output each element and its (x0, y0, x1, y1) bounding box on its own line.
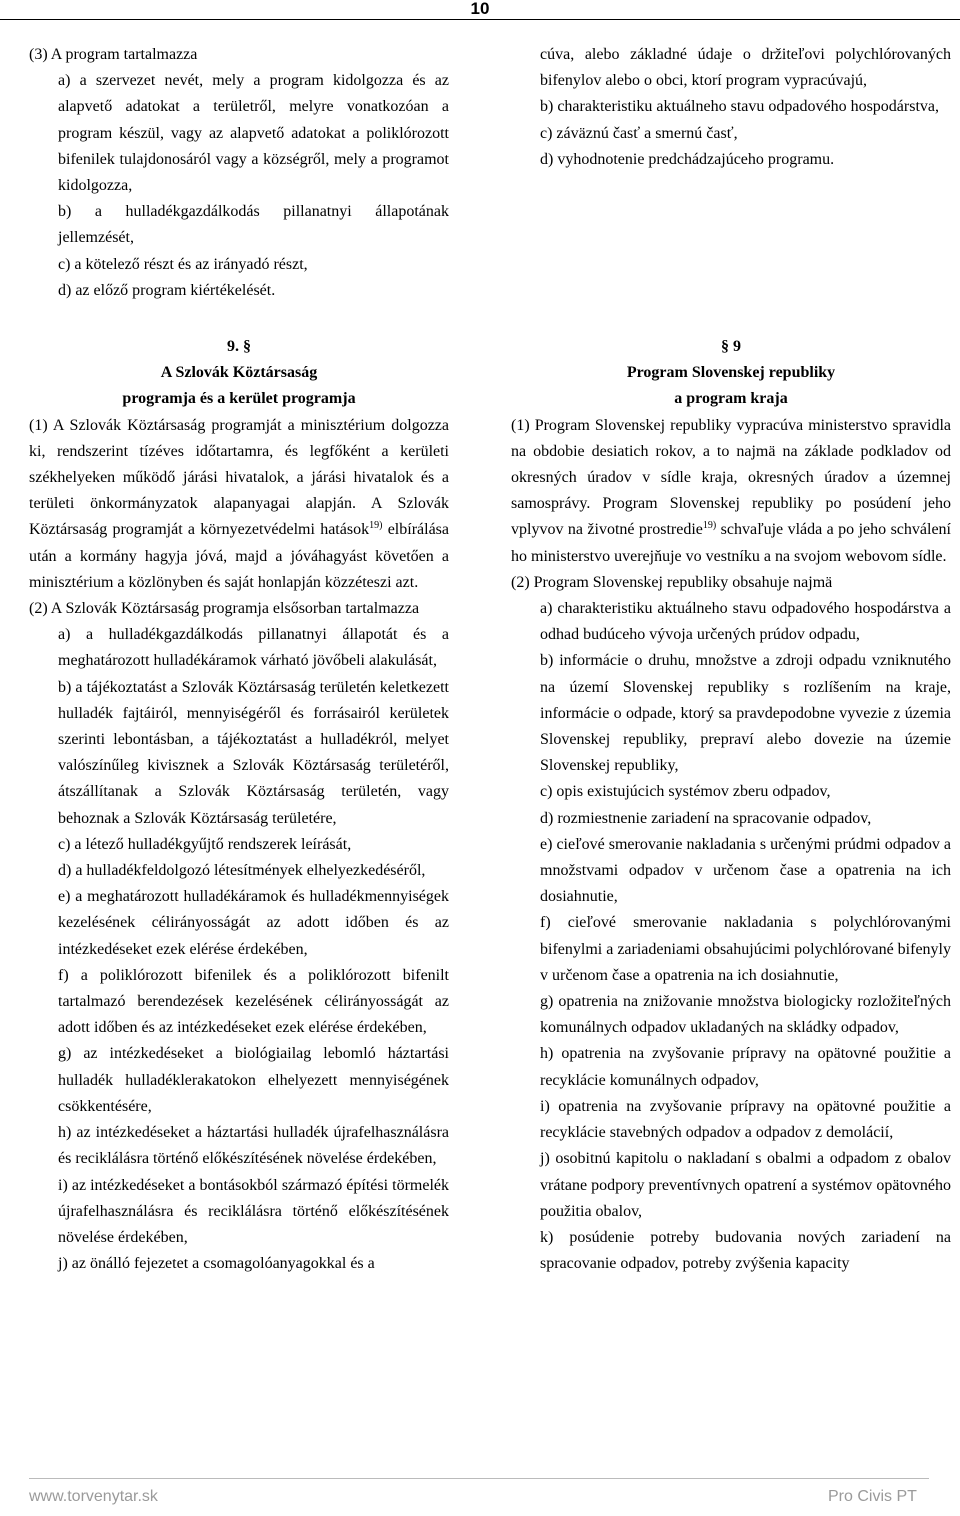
list-item: f) cieľové smerovanie nakladania s polychlórovanými bifenylmi a zariadeniami obsahujúcimi polychlórované bifenyly v určenom čase a opatrenia na ich dosiahnutie, (540, 914, 951, 984)
list-item: k) posúdenie potreby budovania nových zariadení na spracovanie odpadov, potreby zvýšenia kapacity (540, 1228, 951, 1273)
section-heading (511, 334, 951, 360)
paragraph-text: schvaľuje vláda a po jeho schválení ho ministerstvo uverejňuje vo vestníku a na svojom webovom sídle. (511, 521, 951, 565)
right-section (511, 334, 951, 1277)
footnote-ref: 19) (369, 520, 383, 532)
paragraph: (2) A Szlovák Köztársaság programja elsősorban tartalmazza (29, 600, 420, 618)
paragraph-text: (1) A Szlovák Köztársaság programját a minisztérium dolgozza ki, rendszerint tízéves időtartamra, és legfőként a kerületi székhelyeken működő járási hivatalok, a járási hivatalok és a területi önkormányzatok alapanyagai alapján. A Szlovák Köztársaság programját a környezetvédelmi hatások (29, 416, 449, 539)
footer-website[interactable]: www.torvenytar.sk (29, 1488, 158, 1505)
section-title: Program Slovenskej republiky (626, 364, 836, 382)
left-top-block (29, 42, 449, 304)
section-subtitle: programja és a kerület programja (122, 390, 356, 408)
list-item: cúva, alebo základné údaje o držiteľovi polychlórovaných bifenylov alebo o obci, ktorí program vypracúvajú, (540, 46, 951, 90)
section-symbol: § (721, 338, 729, 355)
list-item: j) osobitnú kapitolu o nakladaní s obalmi a odpadom z obalov vrátane podpory preventívnych opatrení a systémov opätovného použitia obalov, (540, 1150, 951, 1220)
list-item: d) rozmiestnenie zariadení na spracovanie odpadov, (540, 809, 872, 827)
section-symbol: § (243, 338, 251, 355)
footer-divider (29, 1478, 929, 1479)
list-item: c) opis existujúcich systémov zberu odpadov, (540, 783, 831, 801)
left-section (29, 334, 449, 1277)
list-item: a) charakteristiku aktuálneho stavu odpadového hospodárstva a odhad budúceho vývoja určených prúdov odpadu, (540, 600, 951, 644)
list-item: d) a hulladékfeldolgozó létesítmények elhelyezkedéséről, (58, 862, 426, 880)
paragraph-text: elbírálása után a kormány hagyja jóvá, majd a jóváhagyást követően a minisztérium a közlönyben és saját honlapján közzéteszi azt. (29, 521, 449, 591)
paragraph (29, 413, 449, 596)
list-item: h) az intézkedéseket a háztartási hulladék újrafelhasználásra és reciklálásra történő előkészítésének növelése érdekében, (58, 1124, 449, 1168)
paragraph-text: (1) Program Slovenskej republiky vypracúva ministerstvo spravidla na obdobie desiatich rokov, a to najmä na základe podkladov od okresných úradov v sídle kraja, okresných úradov a územnej samosprávy. Program Slovenskej republiky po posúdení jeho vplyvov na životné prostredie (511, 416, 951, 539)
list-item: i) opatrenia na zvyšovanie prípravy na opätovné použitie a recyklácie stavebných odpadov a odpadov z demolácií, (540, 1097, 951, 1142)
section-heading (29, 334, 449, 360)
header-divider (0, 19, 960, 20)
section-subtitle: a program kraja (674, 390, 788, 408)
list-item: b) charakteristiku aktuálneho stavu odpadového hospodárstva, (540, 98, 939, 116)
list-item: f) a poliklórozott bifenilek és a poliklórozott bifenilt tartalmazó berendezések kezelésének célirányosságát az adott időben és az intézkedéseket ezek elérése érdekében, (58, 966, 449, 1037)
list-item: a) a szervezet nevét, mely a program kidolgozza és az alapvető adatokat a területről, melyre vonatkozóan a program készül, vagy az alapvető adatokat a poliklórozott bifenilek tulajdonosáról vagy a községről, mely a programot kidolgozza, (58, 72, 449, 195)
list-item: g) az intézkedéseket a biológiailag lebomló háztartási hulladék hulladéklerakatokon elhelyezett mennyiségének csökkentésére, (58, 1045, 449, 1115)
list-item: i) az intézkedéseket a bontásokból származó építési törmelék újrafelhasználásra és reciklálásra történő előkészítésének növelése érdekében, (58, 1176, 449, 1246)
list-item: e) a meghatározott hulladékáramok és hulladékmennyiségek kezelésének célirányosságát az adott időben és az intézkedéseket ezek elérése érdekében, (58, 888, 449, 958)
list-item: d) vyhodnotenie predchádzajúceho programu. (540, 150, 835, 168)
footnote-ref: 19) (702, 520, 717, 532)
list-item: a) a hulladékgazdálkodás pillanatnyi állapotát és a meghatározott hulladékáramok várható jövőbeli alakulását, (58, 626, 449, 670)
page-number: 10 (470, 0, 490, 18)
section-number: 9. (227, 338, 239, 355)
paragraph (511, 413, 951, 570)
list-item: c) a kötelező részt és az irányadó részt, (58, 255, 308, 273)
section-title: A Szlovák Köztársaság (160, 364, 318, 382)
list-item: b) informácie o druhu, množstve a zdroji odpadu vzniknutého na území Slovenskej republiky s rozlíšením na kraje, informácie o odpade, ktorý sa pravdepodobne vyvezie z územia Slovenskej republiky, prepraví alebo dovezie na územie Slovenskej republiky, (540, 652, 951, 775)
paragraph: (3) A program tartalmazza (29, 46, 198, 63)
section-number: 9 (733, 338, 741, 355)
list-item: j) az önálló fejezetet a csomagolóanyagokkal és a (58, 1255, 375, 1273)
list-item: b) a hulladékgazdálkodás pillanatnyi állapotának jellemzését, (58, 203, 449, 247)
list-item: c) a létező hulladékgyűjtő rendszerek leírását, (58, 835, 352, 853)
list-item: h) opatrenia na zvyšovanie prípravy na opätovné použitie a recyklácie komunálnych odpadov, (540, 1045, 951, 1089)
list-item: d) az előző program kiértékelését. (58, 281, 276, 299)
right-top-block (511, 42, 951, 173)
list-item: c) záväznú časť a smernú časť, (540, 124, 738, 142)
list-item: e) cieľové smerovanie nakladania s určenými prúdmi odpadov a množstvami odpadov v určenom čase a opatrenia na ich dosiahnutie, (540, 835, 951, 906)
footer-publisher: Pro Civis PT (828, 1488, 917, 1505)
list-item: g) opatrenia na znižovanie množstva biologicky rozložiteľných komunálnych odpadov ukladaných na skládky odpadov, (540, 993, 951, 1037)
list-item: b) a tájékoztatást a Szlovák Köztársaság területén keletkezett hulladék fajtáiról, mennyiségéről és forrásairól kerületek szerinti lebontásban, a tájékoztatást a hulladékról, melyet valószínűleg kivisznek a Szlovák Köztársaság területéről, átszállítanak a Szlovák Köztársaság területén, vagy behoznak a Szlovák Köztársaság területére, (58, 678, 449, 827)
paragraph: (2) Program Slovenskej republiky obsahuje najmä (511, 573, 833, 591)
